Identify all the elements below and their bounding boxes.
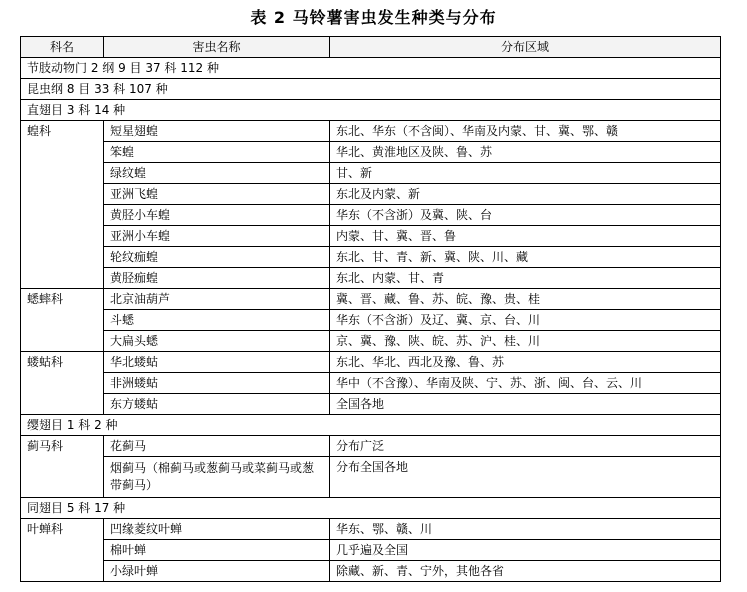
table-row <box>21 394 721 415</box>
table-row <box>21 226 721 247</box>
distribution: 东北及内蒙、新 <box>330 184 721 205</box>
header-family: 科名 <box>21 37 104 58</box>
distribution: 冀、晋、藏、鲁、苏、皖、豫、贵、桂 <box>330 289 721 310</box>
distribution: 华北、黄淮地区及陕、鲁、苏 <box>330 142 721 163</box>
family-name: 蝗科 <box>21 121 104 289</box>
distribution: 华东（不含浙）及冀、陕、台 <box>330 205 721 226</box>
pest-name: 轮纹痂蝗 <box>104 247 330 268</box>
distribution: 甘、新 <box>330 163 721 184</box>
table-row <box>21 268 721 289</box>
table-row <box>21 310 721 331</box>
pest-name: 东方蝼蛄 <box>104 394 330 415</box>
distribution: 东北、内蒙、甘、青 <box>330 268 721 289</box>
order-row <box>21 100 721 121</box>
table-row <box>21 205 721 226</box>
pest-name: 黄胫小车蝗 <box>104 205 330 226</box>
pest-distribution-table <box>20 36 721 582</box>
distribution: 全国各地 <box>330 394 721 415</box>
order-row <box>21 498 721 519</box>
distribution: 东北、甘、青、新、冀、陕、川、藏 <box>330 247 721 268</box>
distribution: 东北、华东（不含闽）、华南及内蒙、甘、冀、鄂、赣 <box>330 121 721 142</box>
table-row <box>21 142 721 163</box>
table-row <box>21 163 721 184</box>
table-row <box>21 436 721 457</box>
table-row <box>21 247 721 268</box>
distribution: 华中（不含豫）、华南及陕、宁、苏、浙、闽、台、云、川 <box>330 373 721 394</box>
pest-name: 棉叶蝉 <box>104 540 330 561</box>
header-distribution: 分布区域 <box>330 37 721 58</box>
family-name: 蟋蟀科 <box>21 289 104 352</box>
table-row <box>21 540 721 561</box>
table-row <box>21 561 721 582</box>
pest-name: 小绿叶蝉 <box>104 561 330 582</box>
distribution: 东北、华北、西北及豫、鲁、苏 <box>330 352 721 373</box>
order-label: 同翅目 5 科 17 种 <box>21 498 721 519</box>
family-name: 叶蝉科 <box>21 519 104 582</box>
table-row <box>21 457 721 498</box>
pest-name: 亚洲飞蝗 <box>104 184 330 205</box>
pest-name: 短星翅蝗 <box>104 121 330 142</box>
table-row <box>21 184 721 205</box>
order-row <box>21 415 721 436</box>
distribution: 京、冀、豫、陕、皖、苏、沪、桂、川 <box>330 331 721 352</box>
distribution: 华东（不含浙）及辽、冀、京、台、川 <box>330 310 721 331</box>
header-pest-name: 害虫名称 <box>104 37 330 58</box>
pest-name: 非洲蝼蛄 <box>104 373 330 394</box>
table-row <box>21 331 721 352</box>
pest-name: 斗蟋 <box>104 310 330 331</box>
pest-name: 亚洲小车蝗 <box>104 226 330 247</box>
distribution: 内蒙、甘、冀、晋、鲁 <box>330 226 721 247</box>
summary-class: 昆虫纲 8 目 33 科 107 种 <box>21 79 721 100</box>
pest-name: 绿纹蝗 <box>104 163 330 184</box>
pest-name: 华北蝼蛄 <box>104 352 330 373</box>
pest-name: 烟蓟马（棉蓟马或葱蓟马或菜蓟马或葱带蓟马） <box>104 457 330 498</box>
table-row <box>21 289 721 310</box>
pest-name: 笨蝗 <box>104 142 330 163</box>
table-row <box>21 519 721 540</box>
distribution: 分布广泛 <box>330 436 721 457</box>
summary-phylum: 节肢动物门 2 纲 9 目 37 科 112 种 <box>21 58 721 79</box>
order-label: 缨翅目 1 科 2 种 <box>21 415 721 436</box>
distribution: 华东、鄂、赣、川 <box>330 519 721 540</box>
summary-row <box>21 58 721 79</box>
distribution: 分布全国各地 <box>330 457 721 498</box>
pest-name: 花蓟马 <box>104 436 330 457</box>
pest-name: 凹缘菱纹叶蝉 <box>104 519 330 540</box>
distribution: 几乎遍及全国 <box>330 540 721 561</box>
table-header-row <box>21 37 721 58</box>
table-row <box>21 121 721 142</box>
table-row <box>21 352 721 373</box>
distribution: 除藏、新、青、宁外，其他各省 <box>330 561 721 582</box>
family-name: 蝼蛄科 <box>21 352 104 415</box>
table-row <box>21 373 721 394</box>
pest-name: 大扁头蟋 <box>104 331 330 352</box>
summary-row <box>21 79 721 100</box>
pest-name: 北京油葫芦 <box>104 289 330 310</box>
order-label: 直翅目 3 科 14 种 <box>21 100 721 121</box>
family-name: 蓟马科 <box>21 436 104 498</box>
page-title: 表 2 马铃薯害虫发生种类与分布 <box>250 8 497 27</box>
pest-name: 黄胫痂蝗 <box>104 268 330 289</box>
